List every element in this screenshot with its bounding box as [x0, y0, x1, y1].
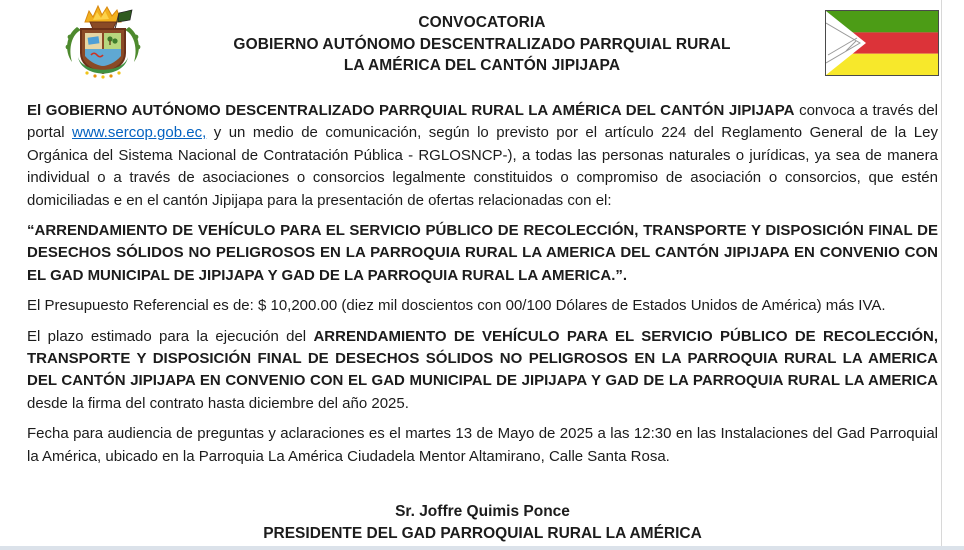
term-text-rest: desde la firma del contrato hasta diciembre del año 2025. [27, 394, 409, 412]
document-title-block [160, 12, 804, 77]
parish-flag-icon [825, 10, 939, 76]
page-edge-line [941, 0, 942, 550]
sercop-portal-link[interactable]: www.sercop.gob.ec, [72, 124, 207, 142]
intro-bold-entity: El GOBIERNO AUTÓNOMO DESCENTRALIZADO PARRQUIAL RURAL LA AMÉRICA DEL CANTÓN JIPIJAPA [27, 102, 795, 119]
intro-paragraph [27, 100, 938, 212]
document-header [0, 0, 964, 90]
budget-paragraph: El Presupuesto Referencial es de: $ 10,200.00 (diez mil doscientos con 00/100 Dólares de Estados Unidos de América) más IVA. [27, 297, 886, 315]
title-line-gobierno: GOBIERNO AUTÓNOMO DESCENTRALIZADO PARRQUIAL RURAL [233, 35, 731, 53]
coat-of-arms-icon [57, 3, 149, 83]
intro-text-mid: convoca a través del portal [27, 102, 938, 142]
term-text-lead: El plazo estimado para la ejecución del [27, 327, 314, 345]
intro-text-rest: y un medio de comunicación, según lo previsto por el artículo 224 del Reglamento General de la Ley Orgánica del Sistema Nacional de Contratación Pública - RGLOSNCP-), a todas las personas naturales o jurídicas, ya sea de manera individual o a través de asociaciones o consorcios legalmente constituidos o compromiso de asociación o consorcios, que estén domiciliadas e en el cantón Jipijapa para la presentación de ofertas relacionadas con el: [27, 124, 938, 209]
signatory-title: PRESIDENTE DEL GAD PARROQUIAL RURAL LA AMÉRICA [263, 524, 702, 542]
term-bold-object: ARRENDAMIENTO DE VEHÍCULO PARA EL SERVICIO PÚBLICO DE RECOLECCIÓN, TRANSPORTE Y DISPOSICIÓN FINAL DE DESECHOS SÓLIDOS NO PELIGROSOS EN LA PARROQUIA RURAL LA AMERICA DEL CANTÓN JIPIJAPA EN CONVENIO CON EL GAD MUNICIPAL DE JIPIJAPA Y GAD DE LA PARROQUIA RURAL LA AMERICA [27, 327, 938, 390]
title-line-convocatoria: CONVOCATORIA [418, 14, 546, 31]
term-paragraph [27, 326, 938, 416]
signatory-name: Sr. Joffre Quimis Ponce [395, 503, 570, 521]
signature-block [27, 501, 938, 544]
document-body [0, 90, 964, 544]
hearing-paragraph: Fecha para audiencia de preguntas y aclaraciones es el martes 13 de Mayo de 2025 a las 12:30 en las Instalaciones del Gad Parroquial la América, ubicado en la Parroquia La América Ciudadela Mentor Altamirano, Calle Santa Rosa. [27, 425, 938, 465]
contract-object-paragraph: “ARRENDAMIENTO DE VEHÍCULO PARA EL SERVICIO PÚBLICO DE RECOLECCIÓN, TRANSPORTE Y DISPOSICIÓN FINAL DE DESECHOS SÓLIDOS NO PELIGROSOS EN LA PARROQUIA RURAL LA AMERICA DEL CANTÓN JIPIJAPA EN CONVENIO CON EL GAD MUNICIPAL DE JIPIJAPA Y GAD DE LA PARROQUIA RURAL LA AMERICA.”. [27, 222, 938, 284]
title-line-parroquia: LA AMÉRICA DEL CANTÓN JIPIJAPA [343, 57, 621, 74]
window-bottom-strip [0, 546, 964, 550]
